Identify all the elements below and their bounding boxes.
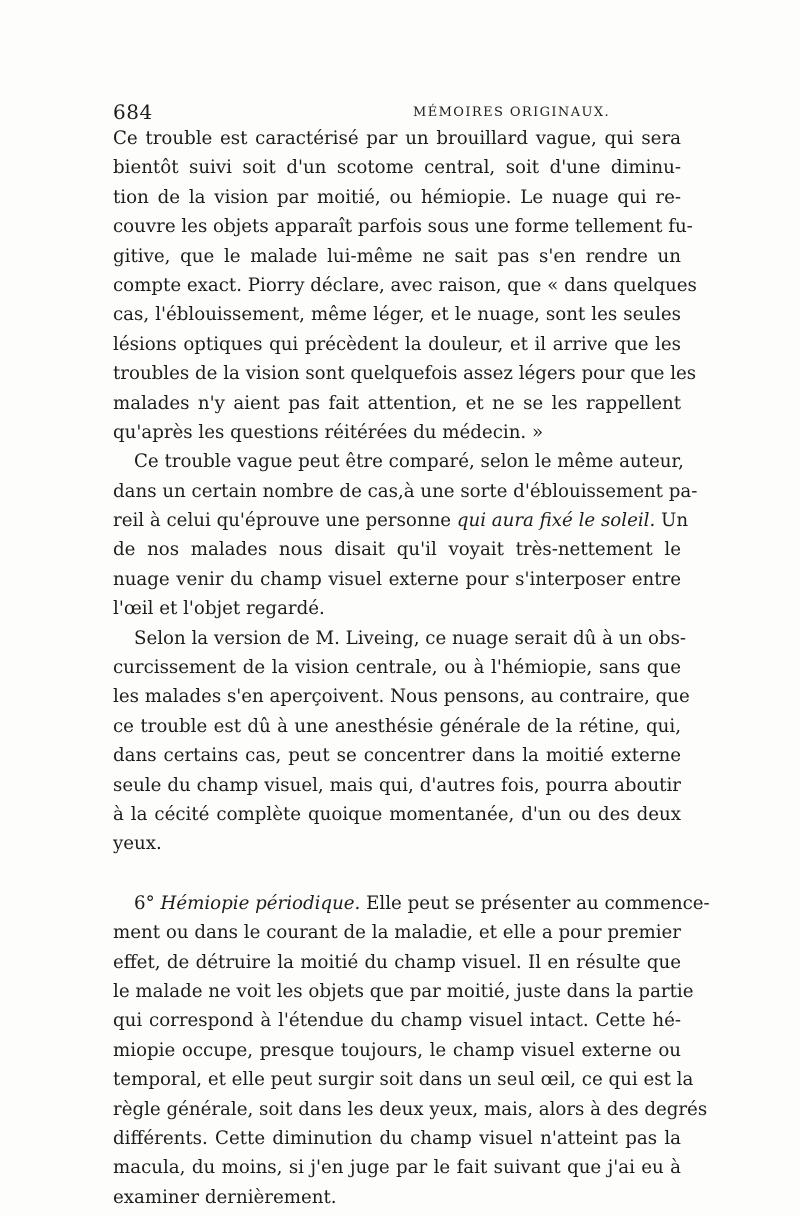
section-heading-line bbox=[113, 889, 710, 918]
text-line: Selon la version de M. Liveing, ce nuage serait dû à un obs- bbox=[134, 627, 687, 649]
text-line: ment ou dans le courant de la maladie, et elle a pour premier bbox=[113, 922, 681, 944]
text-line: gitive, que le malade lui-même ne sait pas s'en rendre un bbox=[113, 245, 681, 267]
text-line: temporal, et elle peut surgir soit dans un seul œil, ce qui est la bbox=[113, 1069, 694, 1091]
running-title: MÉMOIRES ORIGINAUX. bbox=[413, 105, 611, 120]
text-line: Ce trouble vague peut être comparé, selon le même auteur, bbox=[134, 451, 684, 473]
text-line: de nos malades nous disait qu'il voyait très-nettement le bbox=[113, 539, 681, 561]
section-title: Hémiopie périodique. bbox=[160, 892, 361, 914]
text-line-with-italic bbox=[113, 506, 689, 535]
text-line: miopie occupe, presque toujours, le champ visuel externe ou bbox=[113, 1039, 681, 1061]
text-line: curcissement de la vision centrale, ou à l'hémiopie, sans que bbox=[113, 657, 681, 679]
text-line: effet, de détruire la moitié du champ visuel. Il en résulte que bbox=[113, 951, 681, 973]
text-line: yeux. bbox=[113, 833, 162, 855]
text-line: qui correspond à l'étendue du champ visuel intact. Cette hé- bbox=[113, 1010, 681, 1032]
text-line: les malades s'en aperçoivent. Nous pensons, au contraire, que bbox=[113, 686, 690, 708]
text-line: troubles de la vision sont quelquefois assez légers pour que les bbox=[113, 363, 697, 385]
text-line: cas, l'éblouissement, même léger, et le nuage, sont les seules bbox=[113, 304, 681, 326]
text-line: examiner dernièrement. bbox=[113, 1186, 337, 1208]
text-line: le malade ne voit les objets que par moitié, juste dans la partie bbox=[113, 980, 694, 1002]
text-line: règle générale, soit dans les deux yeux, mais, alors à des degrés bbox=[113, 1098, 708, 1120]
page-number: 684 bbox=[113, 100, 153, 124]
text-line: seule du champ visuel, mais qui, d'autres fois, pourra aboutir bbox=[113, 774, 681, 796]
text-line: tion de la vision par moitié, ou hémiopie. Le nuage qui re- bbox=[113, 186, 681, 208]
text-line: compte exact. Piorry déclare, avec raison, que « dans quelques bbox=[113, 274, 697, 296]
text-run: reil à celui qu'éprouve une personne bbox=[113, 510, 457, 532]
text-line: dans certains cas, peut se concentrer dans la moitié externe bbox=[113, 745, 681, 767]
italic-quote: qui aura fixé le soleil. bbox=[456, 510, 656, 532]
text-line: bientôt suivi soit d'un scotome central, soit d'une diminu- bbox=[113, 157, 681, 179]
section-number: 6° bbox=[134, 892, 155, 914]
text-run: Un bbox=[655, 510, 689, 532]
text-run: Elle peut se présenter au commence- bbox=[360, 892, 710, 914]
text-line: à la cécité complète quoique momentanée, d'un ou des deux bbox=[113, 803, 681, 825]
text-line: Ce trouble est caractérisé par un brouillard vague, qui sera bbox=[113, 128, 681, 149]
text-line: malades n'y aient pas fait attention, et ne se les rappellent bbox=[113, 392, 681, 414]
text-line: l'œil et l'objet regardé. bbox=[113, 598, 325, 620]
text-line: ce trouble est dû à une anesthésie générale de la rétine, qui, bbox=[113, 715, 681, 737]
running-head bbox=[113, 100, 678, 124]
text-line: dans un certain nombre de cas,à une sorte d'éblouissement pa- bbox=[113, 480, 698, 502]
body-text bbox=[113, 124, 710, 1212]
text-line: nuage venir du champ visuel externe pour s'interposer entre bbox=[113, 568, 681, 590]
text-line: couvre les objets apparaît parfois sous une forme tellement fu- bbox=[113, 216, 693, 238]
section-gap bbox=[113, 859, 681, 889]
text-line: lésions optiques qui précèdent la douleur, et il arrive que les bbox=[113, 333, 681, 355]
text-line: macula, du moins, si j'en juge par le fait suivant que j'ai eu à bbox=[113, 1157, 681, 1179]
text-line: qu'après les questions réitérées du médecin. » bbox=[113, 421, 544, 443]
text-line: différents. Cette diminution du champ visuel n'atteint pas la bbox=[113, 1127, 681, 1149]
